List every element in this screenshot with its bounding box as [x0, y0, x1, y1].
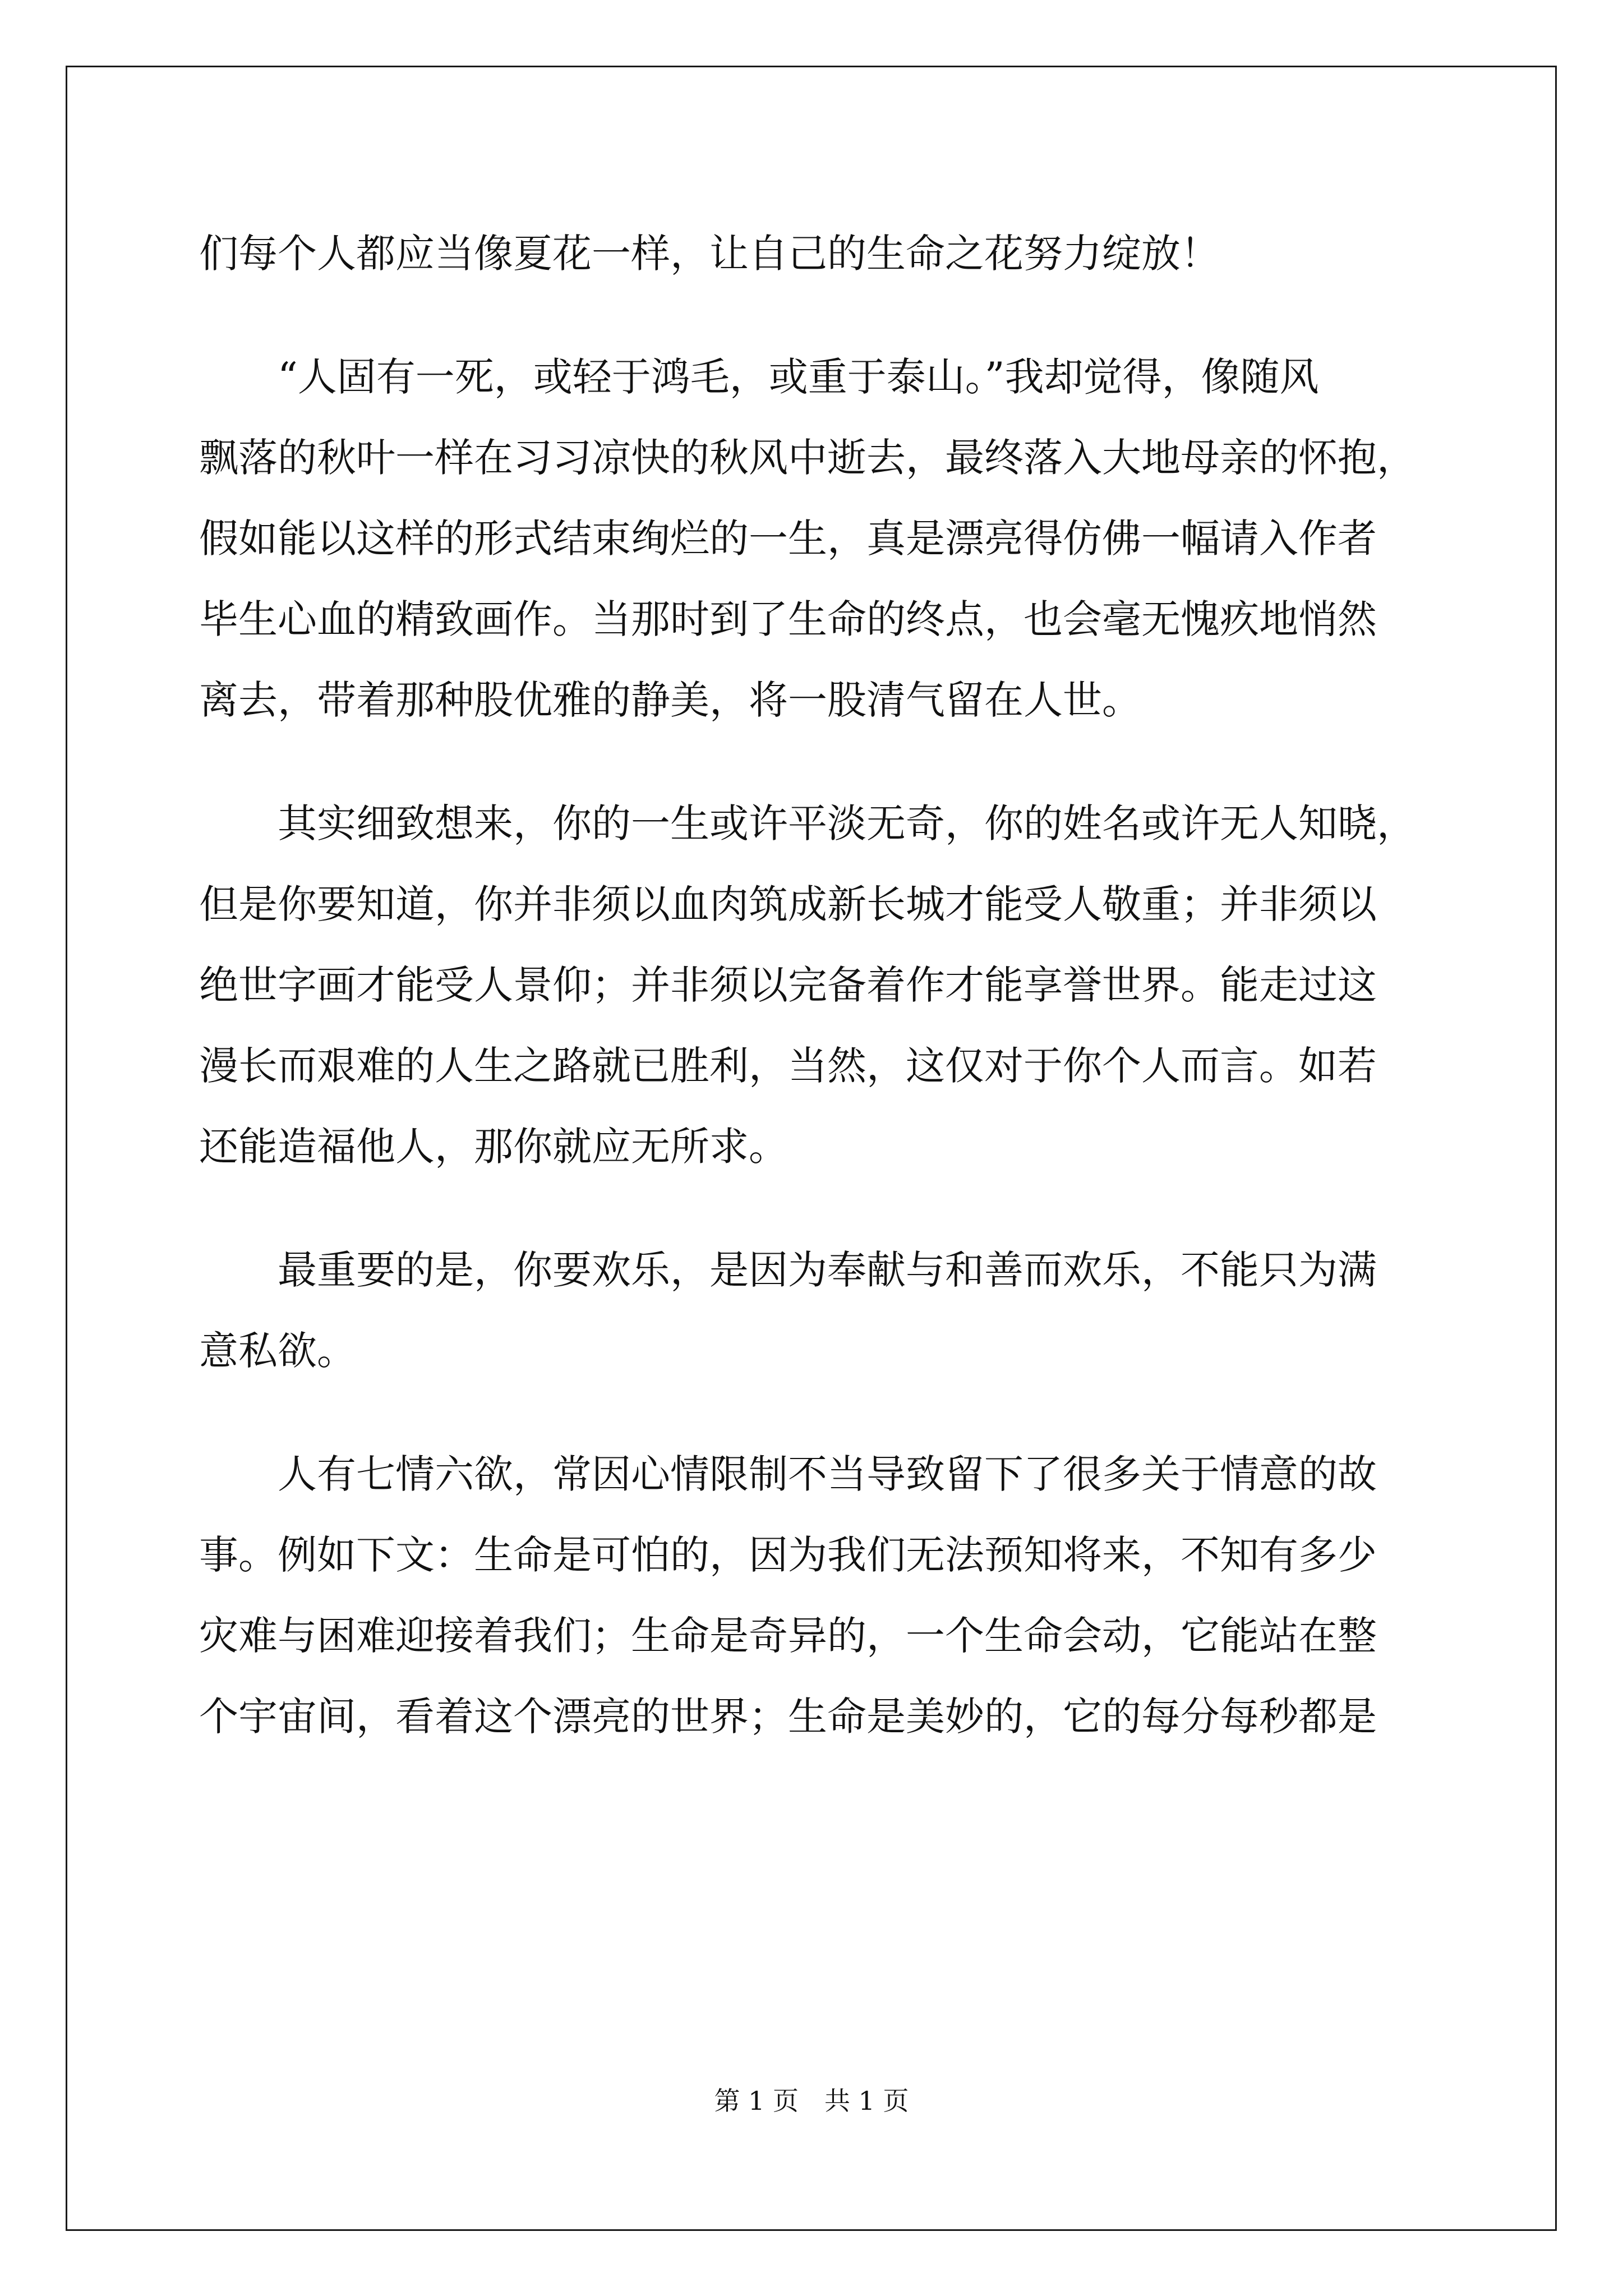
paragraph-gap — [199, 294, 1450, 337]
text-line: 最重要的是，你要欢乐，是因为奉献与和善而欢乐，不能只为满 — [199, 1247, 1377, 1293]
document-body — [199, 213, 1450, 1757]
paragraph — [199, 1230, 1450, 1391]
paragraph — [199, 213, 1450, 294]
text-line: 假如能以这样的形式结束绚烂的一生，真是漂亮得仿佛一幅请入作者 — [199, 516, 1377, 562]
text-line: 灾难与困难迎接着我们；生命是奇异的，一个生命会动，它能站在整 — [199, 1613, 1377, 1659]
paragraph — [199, 1434, 1450, 1757]
paragraph-gap — [199, 740, 1450, 783]
text-line: 人有七情六欲，常因心情限制不当导致留下了很多关于情意的故 — [199, 1451, 1377, 1497]
paragraph — [199, 783, 1450, 1187]
text-line: 但是你要知道，你并非须以血肉筑成新长城才能受人敬重；并非须以 — [199, 881, 1377, 927]
text-line: 还能造福他人，那你就应无所求。 — [199, 1124, 788, 1170]
paragraph-gap — [199, 1391, 1450, 1434]
text-line: 离去，带着那种股优雅的静美，将一股清气留在人世。 — [199, 677, 1141, 723]
text-line: 事。例如下文：生命是可怕的，因为我们无法预知将来，不知有多少 — [199, 1532, 1377, 1578]
text-line: 漫长而艰难的人生之路就已胜利，当然，这仅对于你个人而言。如若 — [199, 1043, 1377, 1089]
text-line: 们每个人都应当像夏花一样，让自己的生命之花努力绽放！ — [199, 231, 1220, 277]
text-line: 毕生心血的精致画作。当那时到了生命的终点，也会毫无愧疚地悄然 — [199, 596, 1377, 642]
paragraph — [199, 337, 1450, 740]
text-line: 飘落的秋叶一样在习习凉快的秋风中逝去，最终落入大地母亲的怀抱， — [199, 435, 1416, 481]
paragraph-gap — [199, 1187, 1450, 1230]
text-line: 意私欲。 — [199, 1328, 356, 1374]
text-line: 绝世字画才能受人景仰；并非须以完备着作才能享誉世界。能走过这 — [199, 962, 1377, 1008]
text-line: “人固有一死，或轻于鸿毛，或重于泰山。”我却觉得，像随风 — [199, 354, 1319, 400]
text-line: 个宇宙间，看着这个漂亮的世界；生命是美妙的，它的每分每秒都是 — [199, 1694, 1377, 1740]
text-line: 其实细致想来，你的一生或许平淡无奇，你的姓名或许无人知晓， — [199, 800, 1416, 846]
page-number-footer: 第 1 页 共 1 页 — [714, 2086, 909, 2116]
